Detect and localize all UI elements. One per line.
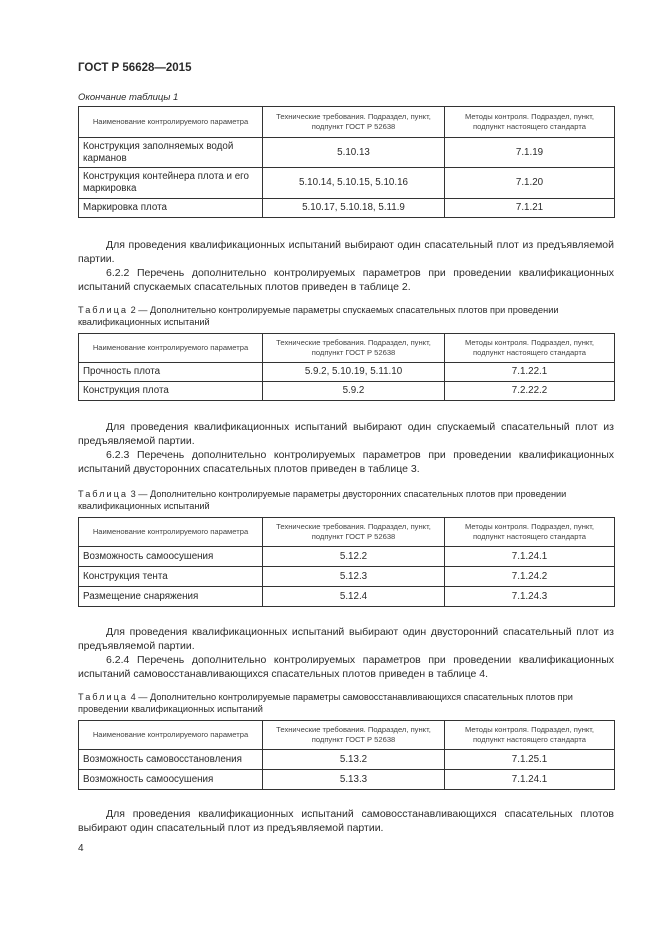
paragraph: 6.2.2 Перечень дополнительно контролируемых параметров при проведении квалификационных испытаний спускаемых спасательных плотов приведен в таблице 2. (78, 267, 614, 293)
table2-caption (78, 304, 614, 328)
table2-cell-name: Прочность плота (79, 363, 263, 382)
table1-cell-req: 5.10.17, 5.10.18, 5.11.9 (263, 199, 445, 218)
table3-header-method: Методы контроля. Подраздел, пункт, подпункт настоящего стандарта (445, 518, 615, 547)
table1-cell-name: Конструкция заполняемых водой карманов (79, 138, 263, 168)
table1-cell-name: Маркировка плота (79, 199, 263, 218)
table1-cell-req: 5.10.14, 5.10.15, 5.10.16 (263, 168, 445, 199)
table2-cell-method: 7.1.22.1 (445, 363, 615, 382)
table4-cell-name: Возможность самоосушения (79, 770, 263, 790)
table-row (79, 770, 615, 790)
table3-cell-req: 5.12.3 (263, 567, 445, 587)
table4-caption (78, 691, 614, 715)
paragraph: 6.2.4 Перечень дополнительно контролируемых параметров при проведении квалификационных испытаний самовосстанавливающихся спасательных плотов приведен в таблице 4. (78, 654, 614, 680)
paragraph: 6.2.3 Перечень дополнительно контролируемых параметров при проведении квалификационных испытаний двусторонних спасательных плотов приведен в таблице 3. (78, 449, 614, 475)
table2-header-req: Технические требования. Подраздел, пункт, подпункт ГОСТ Р 52638 (263, 334, 445, 363)
table4-label: Таблица (78, 692, 129, 702)
table1-cell-method: 7.1.21 (445, 199, 615, 218)
table3-cell-method: 7.1.24.2 (445, 567, 615, 587)
paragraph: Для проведения квалификационных испытаний выбирают один двусторонний спасательный плот из предъявляемой партии. (78, 626, 614, 652)
paragraph-block-1 (78, 238, 614, 294)
table3-label: Таблица (78, 489, 129, 499)
table3-caption (78, 488, 614, 512)
table-row (79, 750, 615, 770)
table4-cell-req: 5.13.3 (263, 770, 445, 790)
paragraph: Для проведения квалификационных испытаний выбирают один спасательный плот из предъявляемой партии. (78, 239, 614, 265)
table4-cell-name: Возможность самовосстановления (79, 750, 263, 770)
table1-cell-name: Конструкция контейнера плота и его маркировка (79, 168, 263, 199)
paragraph: Для проведения квалификационных испытаний самовосстанавливающихся спасательных плотов выбирают один спасательный плот из предъявляемой партии. (78, 808, 614, 834)
table3-cell-name: Возможность самоосушения (79, 547, 263, 567)
table3-header-param: Наименование контролируемого параметра (79, 518, 263, 547)
table1-cell-method: 7.1.20 (445, 168, 615, 199)
table1-header-req: Технические требования. Подраздел, пункт, подпункт ГОСТ Р 52638 (263, 107, 445, 138)
table3-cell-req: 5.12.4 (263, 587, 445, 607)
table-row (79, 363, 615, 382)
table1-caption: Окончание таблицы 1 (78, 92, 179, 103)
paragraph-block-3 (78, 625, 614, 681)
table2-label: Таблица (78, 305, 129, 315)
table-row (79, 547, 615, 567)
table2-header-param: Наименование контролируемого параметра (79, 334, 263, 363)
table-row (79, 168, 615, 199)
table2-cell-req: 5.9.2, 5.10.19, 5.11.10 (263, 363, 445, 382)
table2-cell-req: 5.9.2 (263, 382, 445, 401)
table2-cell-method: 7.2.22.2 (445, 382, 615, 401)
table4-header-req: Технические требования. Подраздел, пункт, подпункт ГОСТ Р 52638 (263, 721, 445, 750)
table2-header-method: Методы контроля. Подраздел, пункт, подпункт настоящего стандарта (445, 334, 615, 363)
table4-cell-req: 5.13.2 (263, 750, 445, 770)
paragraph-block-4 (78, 807, 614, 835)
table2-title: 2 — Дополнительно контролируемые параметры спускаемых спасательных плотов при проведении квалификационных испытаний (78, 305, 559, 327)
table2 (78, 333, 615, 401)
table-row (79, 587, 615, 607)
table4-cell-method: 7.1.25.1 (445, 750, 615, 770)
table3-title: 3 — Дополнительно контролируемые параметры двусторонних спасательных плотов при проведении квалификационных испытаний (78, 489, 567, 511)
table3-cell-name: Размещение снаряжения (79, 587, 263, 607)
table1-header-param: Наименование контролируемого параметра (79, 107, 263, 138)
table2-cell-name: Конструкция плота (79, 382, 263, 401)
page-number: 4 (78, 843, 84, 854)
table4-cell-method: 7.1.24.1 (445, 770, 615, 790)
paragraph-block-2 (78, 420, 614, 476)
table4 (78, 720, 615, 790)
table4-title: 4 — Дополнительно контролируемые параметры самовосстанавливающихся спасательных плотов при проведении квалификационных испытаний (78, 692, 573, 714)
table3-cell-name: Конструкция тента (79, 567, 263, 587)
table-row (79, 567, 615, 587)
table4-header-method: Методы контроля. Подраздел, пункт, подпункт настоящего стандарта (445, 721, 615, 750)
table1-header-method: Методы контроля. Подраздел, пункт, подпункт настоящего стандарта (445, 107, 615, 138)
table3-cell-method: 7.1.24.3 (445, 587, 615, 607)
table3-cell-method: 7.1.24.1 (445, 547, 615, 567)
table1 (78, 106, 615, 218)
table4-header-param: Наименование контролируемого параметра (79, 721, 263, 750)
table3-header-req: Технические требования. Подраздел, пункт, подпункт ГОСТ Р 52638 (263, 518, 445, 547)
table-row (79, 138, 615, 168)
table1-cell-req: 5.10.13 (263, 138, 445, 168)
document-header: ГОСТ Р 56628—2015 (78, 62, 192, 74)
table-row (79, 382, 615, 401)
table3-cell-req: 5.12.2 (263, 547, 445, 567)
table3 (78, 517, 615, 607)
table-row (79, 199, 615, 218)
table1-cell-method: 7.1.19 (445, 138, 615, 168)
paragraph: Для проведения квалификационных испытаний выбирают один спускаемый спасательный плот из предъявляемой партии. (78, 421, 614, 447)
